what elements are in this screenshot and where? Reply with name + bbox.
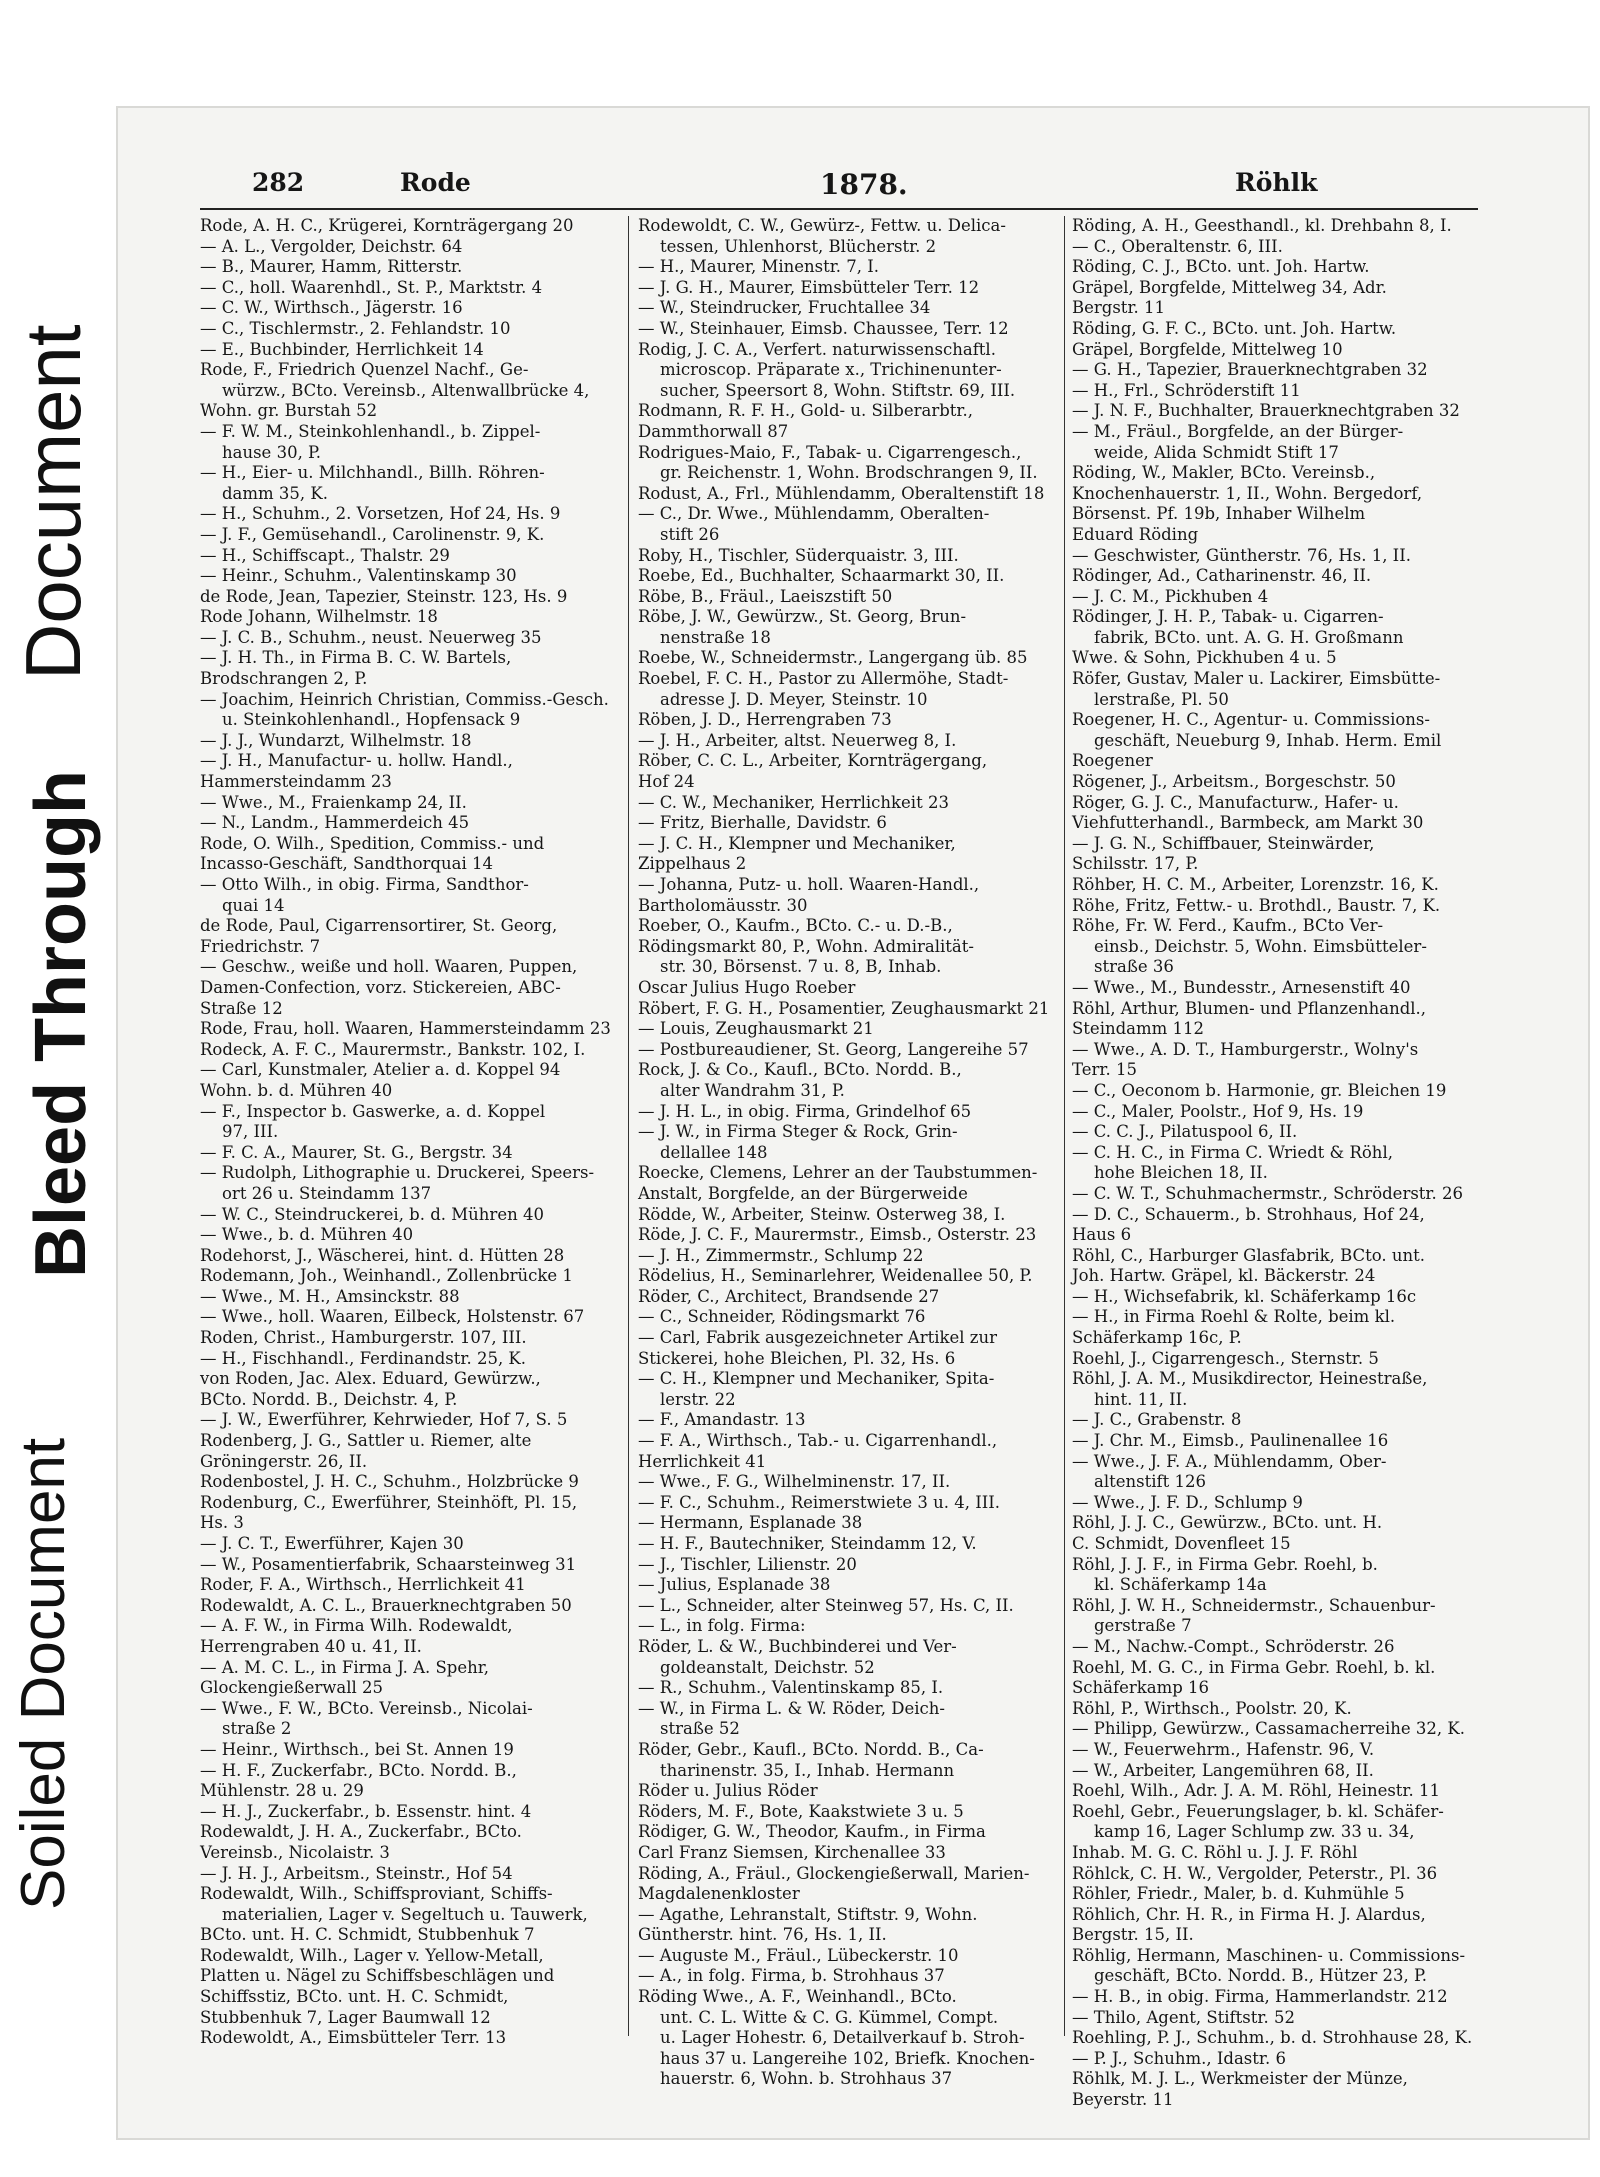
directory-entry-line: Roehl, Gebr., Feuerungslager, b. kl. Schäfer- [1072,1801,1444,1821]
directory-entry-line: tharinenstr. 35, I., Inhab. Hermann [660,1760,955,1780]
directory-entry-line: Roehl, M. G. C., in Firma Gebr. Roehl, b. kl. [1072,1657,1436,1677]
directory-entry-line: Röger, G. J. C., Manufacturw., Hafer- u. [1072,792,1399,812]
directory-entry-line: hauerstr. 6, Wohn. b. Strohhaus 37 [660,2069,953,2089]
directory-entry-line: — Louis, Zeughausmarkt 21 [638,1019,874,1039]
directory-entry-line: — J. C., Grabenstr. 8 [1072,1410,1242,1430]
directory-entry-line: sucher, Speersort 8, Wohn. Stiftstr. 69, III. [660,380,1016,400]
directory-entry-line: — Wwe., A. D. T., Hamburgerstr., Wolny's [1072,1039,1419,1059]
side-labels [0,0,110,2177]
directory-entry-line: — A. F. W., in Firma Wilh. Rodewaldt, [200,1616,513,1636]
directory-entry-line: Carl Franz Siemsen, Kirchenallee 33 [638,1842,946,1862]
directory-entry-line: nenstraße 18 [660,627,771,647]
directory-entry-line: Inhab. M. G. C. Röhl u. J. J. F. Röhl [1072,1842,1358,1862]
directory-entry-line: — F. W. M., Steinkohlenhandl., b. Zippel- [200,421,541,441]
directory-entry-line: — H. B., in obig. Firma, Hammerlandstr. 212 [1072,1987,1448,2007]
directory-entry-line: — L., Schneider, alter Steinweg 57, Hs. C, II. [638,1595,1014,1615]
directory-entry-line: Dammthorwall 87 [638,421,789,441]
directory-entry-line: — H., in Firma Roehl & Rolte, beim kl. [1072,1307,1396,1327]
directory-entry-line: — Wwe., holl. Waaren, Eilbeck, Holstenstr. 67 [200,1307,585,1327]
directory-entry-line: Röding, A. H., Geesthandl., kl. Drehbahn 8, I. [1072,216,1452,235]
page-number: 282 [252,168,305,197]
directory-entry-line: Börsenst. Pf. 19b, Inhaber Wilhelm [1072,504,1366,524]
directory-entry-line: — F., Inspector b. Gaswerke, a. d. Koppel [200,1101,546,1121]
directory-entry-line: — C. H. C., in Firma C. Wriedt & Röhl, [1072,1142,1393,1162]
directory-entry-line: — Wwe., F. G., Wilhelminenstr. 17, II. [638,1472,951,1492]
directory-entry-line: — L., in folg. Firma: [638,1616,806,1636]
directory-entry-line: Hammersteindamm 23 [200,772,392,792]
directory-entry-line: — H. F., Bautechniker, Steindamm 12, V. [638,1534,977,1553]
directory-entry-line: — Rudolph, Lithographie u. Druckerei, Speers- [200,1163,595,1183]
directory-entry-line: — J. H., Zimmermstr., Schlump 22 [638,1245,924,1265]
directory-entry-line: Anstalt, Borgfelde, an der Bürgerweide [638,1183,968,1203]
directory-entry-line: stift 26 [660,524,720,544]
directory-entry-line: Rodrigues-Maio, F., Tabak- u. Cigarrengesch., [638,442,1022,462]
directory-entry-line: — H., Frl., Schröderstift 11 [1072,380,1301,400]
directory-entry-line: — J. Chr. M., Eimsb., Paulinenallee 16 [1072,1431,1389,1451]
directory-entry-line: — R., Schuhm., Valentinskamp 85, I. [638,1678,944,1698]
directory-entry-line: — B., Maurer, Hamm, Ritterstr. [200,257,463,277]
directory-entry-line: hohe Bleichen 18, II. [1094,1163,1268,1183]
directory-entry-line: Güntherstr. hint. 76, Hs. 1, II. [638,1925,887,1945]
directory-entry-line: — J. H., Arbeiter, altst. Neuerweg 8, I. [638,730,957,750]
directory-entry-line: Herrengraben 40 u. 41, II. [200,1636,422,1656]
directory-entry-line: Röhl, Arthur, Blumen- und Pflanzenhandl., [1072,998,1427,1018]
directory-entry-line: Knochenhauerstr. 1, II., Wohn. Bergedorf, [1072,483,1423,503]
directory-entry-line: Röding, C. J., BCto. unt. Joh. Hartw. [1072,257,1370,277]
directory-entry-line: Joh. Hartw. Gräpel, kl. Bäckerstr. 24 [1072,1266,1376,1286]
directory-entry-line: Rodewaldt, A. C. L., Brauerknechtgraben 50 [200,1595,572,1615]
directory-entry-line: — W., Posamentierfabrik, Schaarsteinweg 31 [200,1554,577,1574]
directory-entry-line: — Geschwister, Güntherstr. 76, Hs. 1, II. [1072,545,1411,565]
directory-entry-line: — J. H., Manufactur- u. hollw. Handl., [200,751,513,771]
directory-entry-line: Röder, Gebr., Kaufl., BCto. Nordd. B., Ca- [638,1739,984,1759]
directory-entry-line: Röhl, J. W. H., Schneidermstr., Schauenbur- [1072,1595,1436,1615]
directory-entry-line: Röhl, J. A. M., Musikdirector, Heinestraße, [1072,1369,1428,1389]
directory-entry-line: Mühlenstr. 28 u. 29 [200,1781,364,1801]
directory-entry-line: — Agathe, Lehranstalt, Stiftstr. 9, Wohn. [638,1904,978,1924]
directory-entry-line: — Hermann, Esplanade 38 [638,1513,863,1533]
directory-entry-line: — C., Oeconom b. Harmonie, gr. Bleichen 19 [1072,1080,1447,1100]
column-1 [200,216,618,2049]
directory-entry-line: Rodewoldt, C. W., Gewürz-, Fettw. u. Delica- [638,216,1006,235]
directory-entry-line: — A. M. C. L., in Firma J. A. Spehr, [200,1657,490,1677]
directory-entry-line: damm 35, K. [222,483,328,503]
directory-entry-line: alter Wandrahm 31, P. [660,1080,845,1100]
directory-entry-line: Rodenberg, J. G., Sattler u. Riemer, alte [200,1431,532,1451]
directory-entry-line: Röding, A., Fräul., Glockengießerwall, Marien- [638,1863,1030,1883]
directory-entry-line: u. Steinkohlenhandl., Hopfensack 9 [222,710,521,730]
directory-entry-line: — J. W., in Firma Steger & Rock, Grin- [638,1122,958,1142]
directory-entry-line: Rödiger, G. W., Theodor, Kaufm., in Firma [638,1822,986,1842]
directory-entry-line: — C., Maler, Poolstr., Hof 9, Hs. 19 [1072,1101,1364,1121]
directory-entry-line: Rödingsmarkt 80, P., Wohn. Admiralität- [638,936,974,956]
directory-entry-line: einsb., Deichstr. 5, Wohn. Eimsbütteler- [1094,936,1427,956]
directory-entry-line: haus 37 u. Langereihe 102, Briefk. Knochen- [660,2048,1035,2068]
column-2 [638,216,1056,2090]
directory-entry-line: Rode, F., Friedrich Quenzel Nachf., Ge- [200,360,529,380]
directory-entry-line: tessen, Uhlenhorst, Blücherstr. 2 [660,236,937,256]
directory-entry-line: — Julius, Esplanade 38 [638,1575,831,1595]
directory-entry-line: Rodeck, A. F. C., Maurermstr., Bankstr. 102, I. [200,1039,586,1059]
directory-entry-line: Rodehorst, J., Wäscherei, hint. d. Hütten 28 [200,1245,565,1265]
year-heading: 1878. [820,168,908,201]
directory-entry-line: dellallee 148 [660,1142,768,1162]
directory-entry-line: Röder, L. & W., Buchbinderei und Ver- [638,1636,957,1656]
directory-entry-line: — C., Schneider, Rödingsmarkt 76 [638,1307,926,1327]
directory-entry-line: Rodemann, Joh., Weinhandl., Zollenbrücke 1 [200,1266,573,1286]
directory-entry-line: Rodig, J. C. A., Verfert. naturwissenschaftl. [638,339,996,359]
directory-entry-line: Eduard Röding [1072,524,1199,544]
directory-entry-line: — C. H., Klempner und Mechaniker, Spita- [638,1369,995,1389]
directory-entry-line: u. Lager Hohestr. 6, Detailverkauf b. Stroh- [660,2028,1025,2048]
directory-entry-line: — C., Dr. Wwe., Mühlendamm, Oberalten- [638,504,990,524]
directory-entry-line: — F., Amandastr. 13 [638,1410,806,1430]
directory-entry-line: Stickerei, hohe Bleichen, Pl. 32, Hs. 6 [638,1348,956,1368]
directory-entry-line: — W., Feuerwehrm., Hafenstr. 96, V. [1072,1739,1375,1759]
directory-entry-line: Glockengießerwall 25 [200,1678,384,1698]
directory-entry-line: — J. N. F., Buchhalter, Brauerknechtgraben 32 [1072,401,1460,421]
directory-entry-line: 97, III. [222,1122,279,1142]
directory-entry-line: straße 2 [222,1719,292,1739]
directory-entry-line: — A. L., Vergolder, Deichstr. 64 [200,236,463,256]
directory-entry-line: — F. C., Schuhm., Reimerstwiete 3 u. 4, III. [638,1492,1001,1512]
directory-entry-line: Röder, C., Architect, Brandsende 27 [638,1286,940,1306]
directory-entry-line: de Rode, Jean, Tapezier, Steinstr. 123, Hs. 9 [200,586,568,606]
directory-entry-line: Beyerstr. 11 [1072,2090,1174,2110]
directory-entry-line: Röfer, Gustav, Maler u. Lackirer, Eimsbütte- [1072,669,1441,689]
directory-entry-line: Rode Johann, Wilhelmstr. 18 [200,607,438,627]
left-keyword: Rode [400,168,471,197]
directory-entry-line: Brodschrangen 2, P. [200,669,368,689]
directory-entry-line: — H. F., Zuckerfabr., BCto. Nordd. B., [200,1760,517,1780]
directory-entry-line: — Otto Wilh., in obig. Firma, Sandthor- [200,875,529,894]
directory-entry-line: Röding Wwe., A. F., Weinhandl., BCto. [638,1987,957,2007]
directory-entry-line: — F. C. A., Maurer, St. G., Bergstr. 34 [200,1142,513,1162]
directory-entry-line: Röde, J. C. F., Maurermstr., Eimsb., Osterstr. 23 [638,1225,1037,1245]
directory-entry-line: Stubbenhuk 7, Lager Baumwall 12 [200,2007,491,2027]
directory-entry-line: — C. C. J., Pilatuspool 6, II. [1072,1122,1298,1142]
directory-entry-line: — W., in Firma L. & W. Röder, Deich- [638,1698,945,1718]
directory-entry-line: — C. W., Mechaniker, Herrlichkeit 23 [638,792,949,812]
directory-entry-line: — C., holl. Waarenhdl., St. P., Marktstr. 4 [200,277,543,297]
directory-entry-line: — A., in folg. Firma, b. Strohhaus 37 [638,1966,945,1986]
directory-entry-line: — Heinr., Wirthsch., bei St. Annen 19 [200,1739,514,1759]
directory-entry-line: — J. J., Wundarzt, Wilhelmstr. 18 [200,730,472,750]
directory-entry-line: Röding, G. F. C., BCto. unt. Joh. Hartw. [1072,318,1397,338]
directory-entry-line: Wohn. b. d. Mühren 40 [200,1080,393,1100]
directory-entry-line: Röbert, F. G. H., Posamentier, Zeughausmarkt 21 [638,998,1050,1018]
directory-entry-line: Röbe, J. W., Gewürzw., St. Georg, Brun- [638,607,967,627]
document-label: Document [9,324,97,680]
directory-entry-line: Gräpel, Borgfelde, Mittelweg 10 [1072,339,1343,359]
column-divider-1 [628,216,629,2036]
directory-entry-line: adresse J. D. Meyer, Steinstr. 10 [660,689,928,709]
directory-entry-line: Röhl, J. J. C., Gewürzw., BCto. unt. H. [1072,1513,1383,1533]
directory-entry-line: Rödde, W., Arbeiter, Steinw. Osterweg 38, I. [638,1204,1006,1224]
directory-entry-line: str. 30, Börsenst. 7 u. 8, B, Inhab. [660,957,942,977]
directory-entry-line: quai 14 [222,895,285,915]
directory-entry-line: Viehfutterhandl., Barmbeck, am Markt 30 [1072,813,1424,833]
directory-entry-line: — G. H., Tapezier, Brauerknechtgraben 32 [1072,360,1428,380]
directory-entry-line: Bartholomäusstr. 30 [638,895,808,915]
directory-entry-line: — Geschw., weiße und holl. Waaren, Puppen, [200,957,578,977]
directory-entry-line: Roehl, Wilh., Adr. J. A. M. Röhl, Heinestr. 11 [1072,1781,1440,1801]
directory-entry-line: würzw., BCto. Vereinsb., Altenwallbrücke 4, [222,380,590,400]
directory-entry-line: Rock, J. & Co., Kaufl., BCto. Nordd. B., [638,1060,962,1080]
directory-entry-line: Rode, O. Wilh., Spedition, Commiss.- und [200,833,545,853]
directory-entry-line: — P. J., Schuhm., Idastr. 6 [1072,2048,1286,2068]
directory-entry-line: Incasso-Geschäft, Sandthorquai 14 [200,854,493,874]
directory-entry-line: — H., Wichsefabrik, kl. Schäferkamp 16c [1072,1286,1417,1306]
directory-entry-line: Röhlig, Hermann, Maschinen- u. Commissions- [1072,1945,1466,1965]
directory-entry-line: Rodust, A., Frl., Mühlendamm, Oberaltenstift 18 [638,483,1045,503]
directory-entry-line: — C. W. T., Schuhmachermstr., Schröderstr. 26 [1072,1183,1463,1203]
directory-entry-line: lerstr. 22 [660,1389,736,1409]
directory-entry-line: Hof 24 [638,772,695,792]
directory-entry-line: Zippelhaus 2 [638,854,747,874]
directory-entry-line: Roebe, W., Schneidermstr., Langergang üb. 85 [638,648,1028,668]
directory-entry-line: Röber, C. C. L., Arbeiter, Kornträgergang, [638,751,988,771]
directory-entry-line: — W. C., Steindruckerei, b. d. Mühren 40 [200,1204,544,1224]
directory-entry-line: — C., Tischlermstr., 2. Fehlandstr. 10 [200,318,511,338]
directory-entry-line: Rodewoldt, A., Eimsbütteler Terr. 13 [200,2028,507,2048]
directory-entry-line: — J. H. L., in obig. Firma, Grindelhof 65 [638,1101,972,1121]
directory-entry-line: materialien, Lager v. Segeltuch u. Tauwerk, [222,1904,588,1924]
soiled-document-label: Soiled Document [9,1437,78,1910]
directory-entry-line: — E., Buchbinder, Herrlichkeit 14 [200,339,484,359]
directory-entry-line: Röhe, Fritz, Fettw.- u. Brothdl., Baustr. 7, K. [1072,895,1441,915]
directory-entry-line: Schäferkamp 16 [1072,1678,1210,1698]
directory-entry-line: gerstraße 7 [1094,1616,1192,1636]
directory-entry-line: — H. J., Zuckerfabr., b. Essenstr. hint. 4 [200,1801,532,1821]
directory-entry-line: — J. C. M., Pickhuben 4 [1072,586,1269,606]
directory-entry-line: Roeber, O., Kaufm., BCto. C.- u. D.-B., [638,916,953,936]
directory-entry-line: — H., Fischhandl., Ferdinandstr. 25, K. [200,1348,527,1368]
directory-entry-line: Rodewaldt, Wilh., Schiffsproviant, Schiffs- [200,1884,553,1904]
right-keyword: Röhlk [1235,168,1318,197]
directory-entry-line: — J. W., Ewerführer, Kehrwieder, Hof 7, S. 5 [200,1410,568,1430]
directory-entry-line: Rödinger, Ad., Catharinenstr. 46, II. [1072,566,1372,586]
directory-entry-line: — C., Oberaltenstr. 6, III. [1072,236,1283,256]
directory-entry-line: Rodewaldt, J. H. A., Zuckerfabr., BCto. [200,1822,522,1842]
directory-entry-line: Vereinsb., Nicolaistr. 3 [200,1842,390,1862]
directory-entry-line: geschäft, BCto. Nordd. B., Hützer 23, P. [1094,1966,1428,1986]
directory-entry-line: Rode, Frau, holl. Waaren, Hammersteindamm 23 [200,1019,611,1039]
directory-entry-line: Rödelius, H., Seminarlehrer, Weidenallee 50, P. [638,1266,1033,1286]
directory-entry-line: Hs. 3 [200,1513,244,1533]
directory-entry-line: altenstift 126 [1094,1472,1206,1492]
directory-entry-line: — D. C., Schauerm., b. Strohhaus, Hof 24, [1072,1204,1425,1224]
directory-page [200,168,1478,2110]
directory-entry-line: Rode, A. H. C., Krügerei, Kornträgergang 20 [200,216,574,235]
directory-entry-line: — Wwe., M., Bundesstr., Arnesenstift 40 [1072,977,1411,997]
directory-entry-line: — M., Nachw.-Compt., Schröderstr. 26 [1072,1636,1395,1656]
directory-entry-line: Schiffsstiz, BCto. unt. H. C. Schmidt, [200,1987,509,2007]
directory-entry-line: — Johanna, Putz- u. holl. Waaren-Handl., [638,875,980,894]
directory-entry-line: Röhl, P., Wirthsch., Poolstr. 20, K. [1072,1698,1352,1718]
directory-entry-line: Steindamm 112 [1072,1019,1205,1039]
directory-entry-line: Roecke, Clemens, Lehrer an der Taubstummen- [638,1163,1038,1183]
directory-entry-line: — J. G. N., Schiffbauer, Steinwärder, [1072,833,1375,853]
directory-entry-line: straße 52 [660,1719,740,1739]
directory-entry-line: ort 26 u. Steindamm 137 [222,1183,432,1203]
directory-entry-line: — W., Arbeiter, Langemühren 68, II. [1072,1760,1374,1780]
directory-entry-line: Röhlk, M. J. L., Werkmeister der Münze, [1072,2069,1408,2089]
directory-entry-line: C. Schmidt, Dovenfleet 15 [1072,1534,1291,1553]
directory-entry-line: Röhl, J. J. F., in Firma Gebr. Roehl, b. [1072,1554,1378,1574]
directory-entry-line: Roehling, P. J., Schuhm., b. d. Strohhause 28, K. [1072,2028,1473,2048]
directory-entry-line: hint. 11, II. [1094,1389,1188,1409]
directory-entry-line: weide, Alida Schmidt Stift 17 [1094,442,1339,462]
directory-entry-line: gr. Reichenstr. 1, Wohn. Brodschrangen 9, II. [660,463,1038,483]
directory-entry-line: fabrik, BCto. unt. A. G. H. Großmann [1094,627,1404,647]
directory-entry-line: microscop. Präparate x., Trichinenunter- [660,360,1002,380]
directory-entry-line: — Wwe., F. W., BCto. Vereinsb., Nicolai- [200,1698,533,1718]
directory-entry-line: Gräpel, Borgfelde, Mittelweg 34, Adr. [1072,277,1387,297]
directory-entry-line: Roebel, F. C. H., Pastor zu Allermöhe, Stadt- [638,669,1009,689]
directory-entry-line: Röhber, H. C. M., Arbeiter, Lorenzstr. 16, K. [1072,875,1439,894]
directory-entry-line: — F. A., Wirthsch., Tab.- u. Cigarrenhandl., [638,1431,998,1451]
directory-entry-line: Wohn. gr. Burstah 52 [200,401,378,421]
directory-entry-line: Röhe, Fr. W. Ferd., Kaufm., BCto Ver- [1072,916,1384,936]
directory-entry-line: Herrlichkeit 41 [638,1451,767,1471]
directory-entry-line: Roder, F. A., Wirthsch., Herrlichkeit 41 [200,1575,526,1595]
directory-entry-line: Röder u. Julius Röder [638,1781,818,1801]
directory-entry-line: — Heinr., Schuhm., Valentinskamp 30 [200,566,517,586]
directory-entry-line: — J. C. H., Klempner und Mechaniker, [638,833,956,853]
directory-entry-line: BCto. unt. H. C. Schmidt, Stubbenhuk 7 [200,1925,535,1945]
directory-entry-line: — Wwe., J. F. D., Schlump 9 [1072,1492,1303,1512]
directory-entry-line: Gröningerstr. 26, II. [200,1451,368,1471]
directory-entry-line: — Auguste M., Fräul., Lübeckerstr. 10 [638,1945,959,1965]
directory-entry-line: Roehl, J., Cigarrengesch., Sternstr. 5 [1072,1348,1379,1368]
directory-entry-line: — J. H. J., Arbeitsm., Steinstr., Hof 54 [200,1863,513,1883]
directory-entry-line: de Rode, Paul, Cigarrensortirer, St. Georg, [200,916,558,936]
directory-entry-line: — W., Steinhauer, Eimsb. Chaussee, Terr. 12 [638,318,1009,338]
directory-entry-line: — H., Maurer, Minenstr. 7, I. [638,257,880,277]
directory-entry-line: — J. C. B., Schuhm., neust. Neuerweg 35 [200,627,542,647]
directory-entry-line: — Wwe., b. d. Mühren 40 [200,1225,414,1245]
directory-entry-line: Roegener [1072,751,1153,771]
directory-entry-line: — Fritz, Bierhalle, Davidstr. 6 [638,813,887,833]
directory-entry-line: Terr. 15 [1072,1060,1137,1080]
directory-entry-line: goldeanstalt, Deichstr. 52 [660,1657,875,1677]
directory-entry-line: Platten u. Nägel zu Schiffsbeschlägen und [200,1966,555,1986]
directory-entry-line: — W., Steindrucker, Fruchtallee 34 [638,298,931,318]
directory-entry-line: — J. C. T., Ewerführer, Kajen 30 [200,1534,464,1553]
directory-entry-line: Rögener, J., Arbeitsm., Borgeschstr. 50 [1072,772,1396,792]
directory-entry-line: — C. W., Wirthsch., Jägerstr. 16 [200,298,463,318]
directory-entry-line: — Wwe., M. H., Amsinckstr. 88 [200,1286,460,1306]
directory-entry-line: Röhl, C., Harburger Glasfabrik, BCto. unt. [1072,1245,1426,1265]
directory-entry-line: Bergstr. 15, II. [1072,1925,1194,1945]
directory-entry-line: Schilsstr. 17, P. [1072,854,1199,874]
directory-entry-line: Röhler, Friedr., Maler, b. d. Kuhmühle 5 [1072,1884,1405,1904]
bleed-through-label: Bleed Through [21,770,101,1278]
directory-entry-line: — M., Fräul., Borgfelde, an der Bürger- [1072,421,1404,441]
directory-entry-line: Straße 12 [200,998,283,1018]
directory-entry-line: — H., Eier- u. Milchhandl., Billh. Röhren- [200,463,545,483]
directory-entry-line: Rodewaldt, Wilh., Lager v. Yellow-Metall, [200,1945,544,1965]
directory-entry-line: — Wwe., M., Fraienkamp 24, II. [200,792,467,812]
directory-entry-line: Wwe. & Sohn, Pickhuben 4 u. 5 [1072,648,1337,668]
directory-entry-line: Haus 6 [1072,1225,1132,1245]
directory-entry-line: — H., Schuhm., 2. Vorsetzen, Hof 24, Hs. 9 [200,504,561,524]
column-3 [1072,216,1478,2111]
directory-entry-line: — Wwe., J. F. A., Mühlendamm, Ober- [1072,1451,1387,1471]
directory-entry-line: — Carl, Fabrik ausgezeichneter Artikel zur [638,1328,997,1348]
directory-entry-line: — J. H. Th., in Firma B. C. W. Bartels, [200,648,512,668]
directory-entry-line: — N., Landm., Hammerdeich 45 [200,813,470,833]
directory-entry-line: — H., Schiffscapt., Thalstr. 29 [200,545,450,565]
directory-entry-line: kamp 16, Lager Schlump zw. 33 u. 34, [1094,1822,1415,1842]
directory-entry-line: Oscar Julius Hugo Roeber [638,977,856,997]
directory-entry-line: unt. C. L. Witte & C. G. Kümmel, Compt. [660,2007,999,2027]
directory-entry-line: Rödinger, J. H. P., Tabak- u. Cigarren- [1072,607,1384,627]
directory-entry-line: lerstraße, Pl. 50 [1094,689,1229,709]
directory-entry-line: Roebe, Ed., Buchhalter, Schaarmarkt 30, II. [638,566,1005,586]
directory-entry-line: — Philipp, Gewürzw., Cassamacherreihe 32, K. [1072,1719,1465,1739]
directory-entry-line: Roden, Christ., Hamburgerstr. 107, III. [200,1328,527,1348]
directory-entry-line: Rodenburg, C., Ewerführer, Steinhöft, Pl. 15, [200,1492,578,1512]
column-divider-2 [1064,216,1065,2036]
directory-entry-line: hause 30, P. [222,442,322,462]
directory-entry-line: — Carl, Kunstmaler, Atelier a. d. Koppel 94 [200,1060,561,1080]
directory-entry-line: Roegener, H. C., Agentur- u. Commissions- [1072,710,1430,730]
directory-entry-line: von Roden, Jac. Alex. Eduard, Gewürzw., [200,1369,541,1389]
directory-entry-line: Röding, W., Makler, BCto. Vereinsb., [1072,463,1376,483]
directory-entry-line: — J. F., Gemüsehandl., Carolinenstr. 9, K. [200,524,545,544]
directory-entry-line: — J., Tischler, Lilienstr. 20 [638,1554,857,1574]
directory-entry-line: — J. G. H., Maurer, Eimsbütteler Terr. 12 [638,277,980,297]
directory-entry-line: Rodenbostel, J. H. C., Schuhm., Holzbrücke 9 [200,1472,579,1492]
directory-entry-line: kl. Schäferkamp 14a [1094,1575,1267,1595]
header-rule [200,208,1478,210]
directory-entry-line: Roby, H., Tischler, Süderquaistr. 3, III. [638,545,959,565]
directory-entry-line: geschäft, Neueburg 9, Inhab. Herm. Emil [1094,730,1442,750]
directory-entry-line: Friedrichstr. 7 [200,936,321,956]
directory-entry-line: — Joachim, Heinrich Christian, Commiss.-Gesch. [200,689,609,709]
directory-entry-line: Damen-Confection, vorz. Stickereien, ABC- [200,977,561,997]
directory-entry-line: Bergstr. 11 [1072,298,1165,318]
directory-entry-line: Rodmann, R. F. H., Gold- u. Silberarbtr., [638,401,973,421]
directory-entry-line: Röbe, B., Fräul., Laeiszstift 50 [638,586,893,606]
directory-entry-line: Röders, M. F., Bote, Kaakstwiete 3 u. 5 [638,1801,964,1821]
directory-entry-line: BCto. Nordd. B., Deichstr. 4, P. [200,1389,458,1409]
directory-entry-line: — Postbureaudiener, St. Georg, Langereihe 57 [638,1039,1029,1059]
directory-entry-line: Magdalenenkloster [638,1884,800,1904]
directory-entry-line: Schäferkamp 16c, P. [1072,1328,1242,1348]
directory-entry-line: Röben, J. D., Herrengraben 73 [638,710,892,730]
directory-entry-line: straße 36 [1094,957,1174,977]
directory-entry-line: Röhlich, Chr. H. R., in Firma H. J. Alardus, [1072,1904,1426,1924]
directory-entry-line: Röhlck, C. H. W., Vergolder, Peterstr., Pl. 36 [1072,1863,1438,1883]
directory-entry-line: — Thilo, Agent, Stiftstr. 52 [1072,2007,1295,2027]
